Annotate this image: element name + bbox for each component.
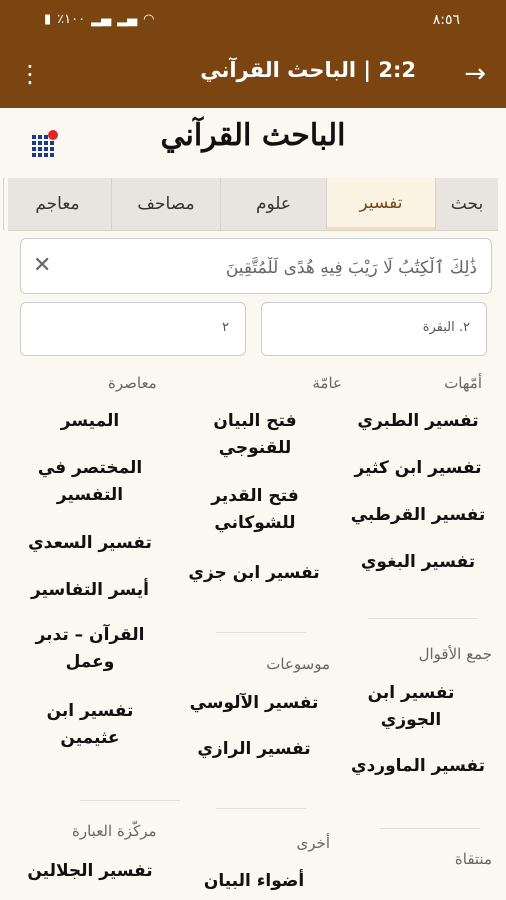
tafsir-item[interactable]: تفسير ابن الجوزي — [367, 683, 455, 730]
category-label: أمّهات — [444, 374, 482, 392]
tab-search[interactable]: بحث — [435, 178, 498, 230]
tab-tafsir[interactable]: تفسير — [326, 178, 435, 230]
more-options-icon[interactable]: ⋮ — [18, 60, 42, 88]
divider — [368, 618, 478, 619]
tafsir-item[interactable]: تفسير الماوردي — [351, 756, 485, 776]
divider — [80, 800, 180, 801]
battery-level: ٪١٠٠ — [57, 12, 86, 27]
signal-icon-2: ▂▄ — [117, 12, 138, 27]
surah-value: ٢. البقرة — [422, 320, 470, 335]
app-bar-title: 2:2 | الباحث القرآني — [200, 58, 416, 82]
divider — [216, 808, 306, 809]
notification-dot — [48, 130, 58, 140]
clock: ٨:٥٦ — [432, 12, 460, 28]
category-label: موسوعات — [266, 655, 330, 673]
signal-icon: ▂▄ — [91, 12, 112, 27]
category-label: معاصرة — [108, 374, 157, 392]
tab-uloom[interactable]: علوم — [220, 178, 326, 230]
section-ukhra — [297, 834, 330, 852]
surah-selector[interactable] — [261, 302, 487, 356]
app-bar — [0, 44, 506, 108]
tafsir-item[interactable]: تفسير ابن كثير — [354, 458, 482, 478]
category-label: أخرى — [296, 834, 330, 852]
category-label: مركّزة العبارة — [72, 822, 157, 840]
category-label: منتقاة — [454, 850, 492, 868]
tafsir-item[interactable]: تفسير الجلالين — [27, 861, 153, 881]
wifi-icon: ◠ — [143, 12, 155, 27]
tafsir-item[interactable]: تفسير القرطبي — [350, 505, 486, 525]
tafsir-item[interactable]: الميسر — [60, 411, 120, 431]
tafsir-item[interactable]: تفسير ابن عثيمين — [46, 701, 134, 748]
divider — [216, 632, 306, 633]
tafsir-item[interactable]: فتح القدير للشوكاني — [211, 486, 299, 533]
tafsir-item[interactable]: المختصر في التفسير — [37, 458, 143, 505]
tafsir-item[interactable]: أضواء البيان — [203, 871, 305, 891]
tafsir-item[interactable]: أيسر التفاسير — [30, 580, 149, 600]
section-muntaqa — [455, 850, 492, 868]
tafsir-item[interactable]: تفسير السعدي — [28, 533, 152, 553]
tafsir-item[interactable]: القرآن – تدبر وعمل — [35, 625, 145, 672]
ayah-selector[interactable] — [20, 302, 246, 356]
section-ummahat — [444, 374, 482, 392]
battery-icon: ▮ — [44, 12, 52, 27]
apps-grid-icon[interactable] — [32, 135, 54, 157]
verse-search-box — [20, 238, 492, 294]
section-jam — [419, 645, 492, 663]
section-muasira — [108, 374, 157, 392]
tafsir-item[interactable]: تفسير الطبري — [357, 411, 479, 431]
divider — [380, 828, 480, 829]
status-icons — [44, 12, 154, 27]
ayah-value: ٢ — [222, 320, 229, 335]
tafsir-item[interactable]: تفسير الآلوسي — [189, 693, 319, 713]
section-mawsuat — [266, 655, 330, 673]
verse-input[interactable] — [75, 249, 479, 285]
tafsir-item[interactable]: تفسير الرازي — [197, 739, 311, 759]
tafsir-item[interactable]: تفسير البغوي — [360, 552, 476, 572]
app-logo-title: الباحث القرآني — [160, 118, 346, 153]
tab-masahif[interactable]: مصاحف — [111, 178, 220, 230]
section-amma — [312, 374, 342, 392]
tab-bar — [8, 178, 498, 231]
tafsir-item[interactable]: تفسير ابن جزي — [188, 563, 320, 583]
status-bar — [0, 0, 506, 44]
section-murakkaza — [72, 822, 157, 840]
clear-icon[interactable]: ✕ — [33, 253, 52, 278]
category-label: عامّة — [312, 374, 342, 392]
tab-maajim[interactable]: معاجم — [3, 178, 111, 230]
category-label: جمع الأقوال — [418, 645, 492, 663]
back-arrow-icon[interactable]: → — [464, 59, 486, 89]
tafsir-item[interactable]: فتح البيان للقنوجي — [213, 411, 297, 458]
